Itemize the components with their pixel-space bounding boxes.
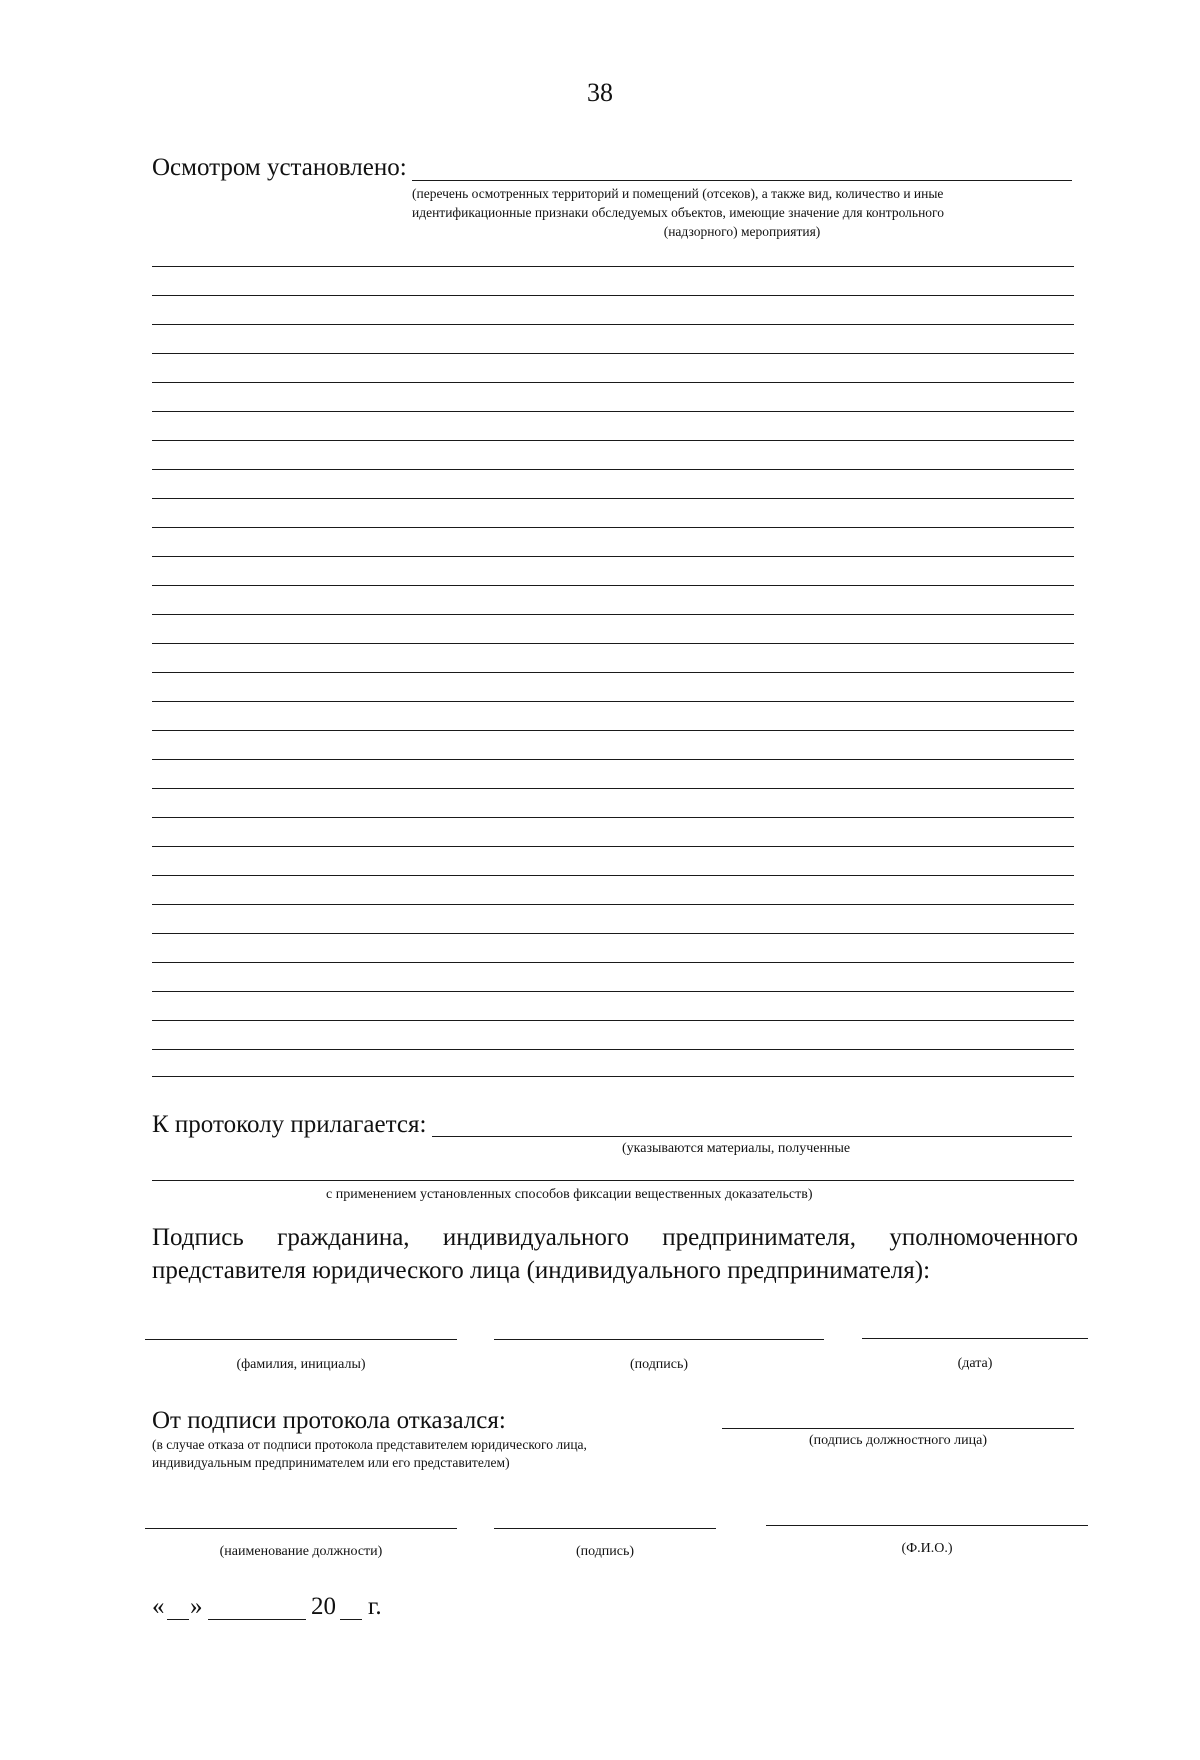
writing-line[interactable] xyxy=(152,962,1074,963)
writing-line[interactable] xyxy=(152,875,1074,876)
attachments-hint-part1: (указываются материалы, полученные xyxy=(622,1141,851,1156)
writing-line[interactable] xyxy=(152,411,1074,412)
writing-line[interactable] xyxy=(152,730,1074,731)
writing-line[interactable] xyxy=(152,788,1074,789)
date-month-blank[interactable] xyxy=(208,1619,306,1620)
refusal-note-line1: (в случае отказа от подписи протокола представителем юридического лица, xyxy=(152,1437,587,1452)
refusal-note-line2: индивидуальным предпринимателем или его представителем) xyxy=(152,1455,510,1470)
writing-line[interactable] xyxy=(152,1020,1074,1021)
attachments-input-line-2[interactable] xyxy=(152,1180,1074,1181)
writing-line[interactable] xyxy=(152,846,1074,847)
writing-line[interactable] xyxy=(152,527,1074,528)
date-close-quote: » xyxy=(190,1593,203,1620)
date-open-quote: « xyxy=(152,1593,165,1620)
writing-line[interactable] xyxy=(152,353,1074,354)
writing-line[interactable] xyxy=(152,904,1074,905)
caption-refusal-signature: (подпись) xyxy=(575,1544,635,1559)
inspection-hint-line2: идентификационные признаки обследуемых объектов, имеющие значение для контрольного xyxy=(412,205,944,220)
writing-line[interactable] xyxy=(152,295,1074,296)
date-year-blank[interactable] xyxy=(340,1619,362,1620)
caption-fio: (Ф.И.О.) xyxy=(901,1541,953,1556)
citizen-signature-heading-line1: Подпись гражданина, индивидуального предпринимателя, уполномоченного xyxy=(152,1224,1078,1251)
writing-line[interactable] xyxy=(152,643,1074,644)
position-line[interactable] xyxy=(145,1528,457,1529)
writing-line[interactable] xyxy=(152,440,1074,441)
writing-line[interactable] xyxy=(152,817,1074,818)
caption-date: (дата) xyxy=(957,1356,993,1371)
writing-line[interactable] xyxy=(152,759,1074,760)
caption-position: (наименование должности) xyxy=(219,1544,383,1559)
attachments-input-line[interactable] xyxy=(432,1136,1072,1137)
writing-line[interactable] xyxy=(152,1076,1074,1077)
writing-line[interactable] xyxy=(152,585,1074,586)
caption-official-signature: (подпись должностного лица) xyxy=(809,1433,987,1448)
official-signature-line[interactable] xyxy=(722,1428,1074,1429)
attachments-label: К протоколу прилагается: xyxy=(152,1111,427,1138)
date-year-prefix: 20 xyxy=(311,1593,336,1620)
citizen-name-line[interactable] xyxy=(145,1339,457,1340)
writing-line[interactable] xyxy=(152,933,1074,934)
writing-line[interactable] xyxy=(152,614,1074,615)
writing-line[interactable] xyxy=(152,498,1074,499)
writing-line[interactable] xyxy=(152,382,1074,383)
page-number: 38 xyxy=(587,78,613,107)
fio-line[interactable] xyxy=(766,1525,1088,1526)
writing-line[interactable] xyxy=(152,556,1074,557)
writing-line[interactable] xyxy=(152,1049,1074,1050)
citizen-signature-heading-line2: представителя юридического лица (индивидуального предпринимателя): xyxy=(152,1257,931,1284)
caption-signature: (подпись) xyxy=(629,1357,689,1372)
date-day-blank[interactable] xyxy=(167,1619,189,1620)
inspection-hint-line3: (надзорного) мероприятия) xyxy=(663,224,821,239)
writing-line[interactable] xyxy=(152,701,1074,702)
writing-line[interactable] xyxy=(152,324,1074,325)
inspection-hint-line1: (перечень осмотренных территорий и помещений (отсеков), а также вид, количество и иные xyxy=(412,186,944,201)
writing-line[interactable] xyxy=(152,672,1074,673)
date-year-suffix: г. xyxy=(368,1593,382,1620)
refusal-heading: От подписи протокола отказался: xyxy=(152,1407,506,1434)
caption-name-initials: (фамилия, инициалы) xyxy=(236,1357,366,1372)
citizen-date-line[interactable] xyxy=(862,1338,1088,1339)
writing-line[interactable] xyxy=(152,266,1074,267)
attachments-hint-part2: с применением установленных способов фиксации вещественных доказательств) xyxy=(326,1187,813,1202)
refusal-signature-line[interactable] xyxy=(494,1528,716,1529)
inspection-label: Осмотром установлено: xyxy=(152,154,407,181)
citizen-signature-line[interactable] xyxy=(494,1339,824,1340)
writing-line[interactable] xyxy=(152,991,1074,992)
inspection-input-line[interactable] xyxy=(412,180,1072,181)
writing-line[interactable] xyxy=(152,469,1074,470)
